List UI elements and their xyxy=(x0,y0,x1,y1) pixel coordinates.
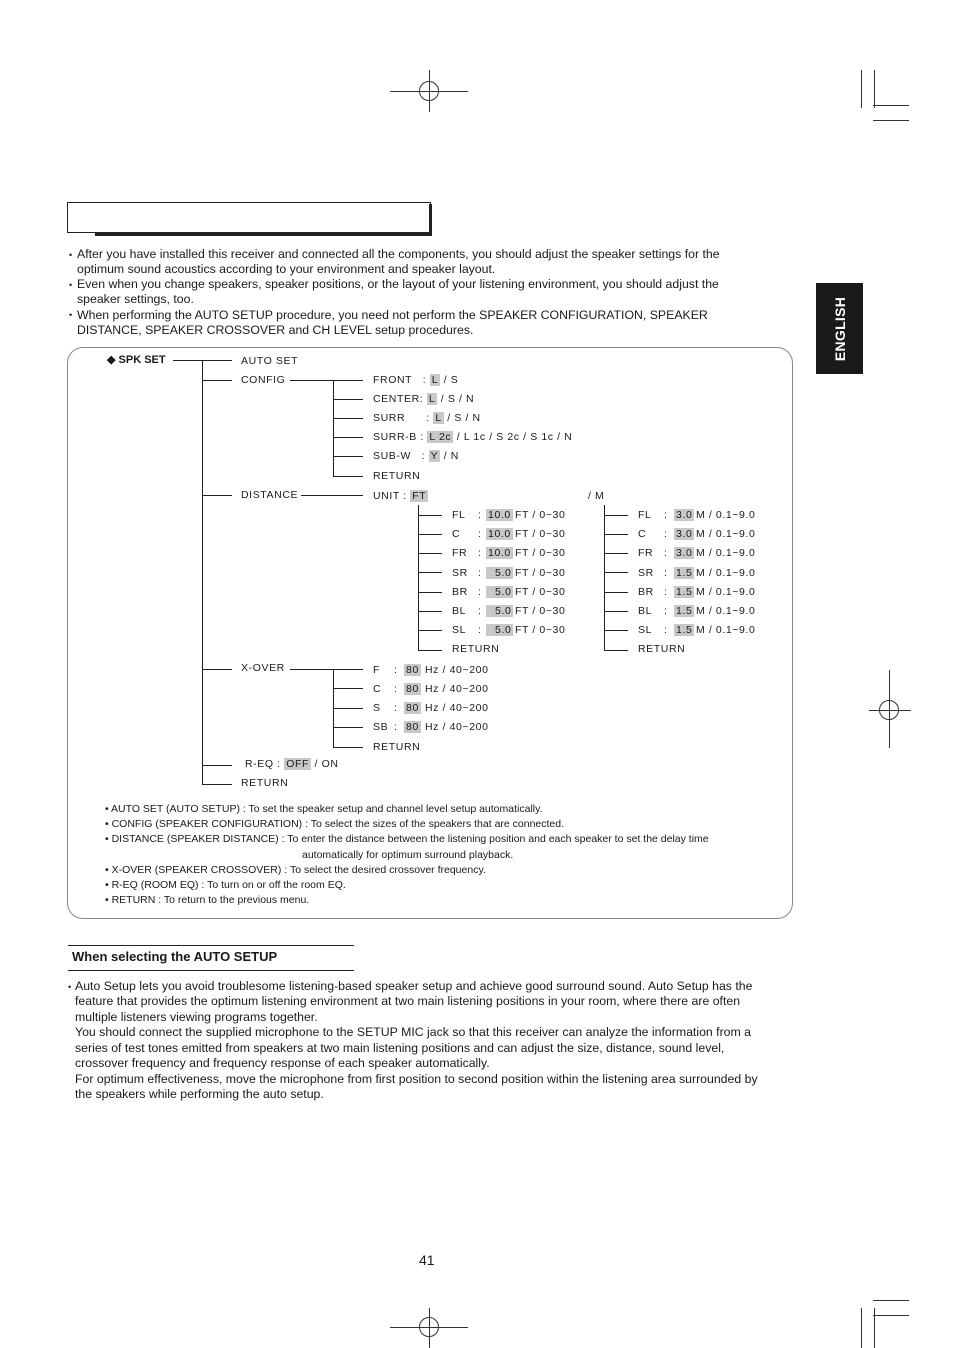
menu-auto-set: AUTO SET xyxy=(241,355,299,367)
intro-line: When performing the AUTO SETUP procedure, you need not perform the SPEAKER CONFIGURATION, SPEAKER xyxy=(77,308,708,322)
dist-m-name: SR xyxy=(638,567,654,579)
dist-ft-colon: : xyxy=(478,586,482,598)
dist-m-colon: : xyxy=(664,605,668,617)
language-tab xyxy=(816,283,863,374)
xover-value: 80 xyxy=(406,721,419,733)
dist-ft-name: FL xyxy=(452,509,466,521)
auto-setup-line: You should connect the supplied microphone to the SETUP MIC jack so that this receiver can analyze the information from a xyxy=(75,1025,752,1039)
dist-m-range: M / 0.1~9.0 xyxy=(696,586,756,598)
dist-ft-name: SR xyxy=(452,567,468,579)
dist-m-value: 1.5 xyxy=(676,624,693,636)
config-front: FRONT : L / S xyxy=(373,374,459,386)
auto-setup-heading-rule-top xyxy=(68,945,354,946)
dist-ft-name: BR xyxy=(452,586,468,598)
auto-setup-line: series of test tones emitted from speakers at two main listening positions and can adjust the size, distance, sound level, xyxy=(75,1041,725,1055)
dist-ft-value: 5.0 xyxy=(486,586,512,599)
intro-line: speaker settings, too. xyxy=(77,292,194,306)
intro-line: After you have installed this receiver and connected all the components, you should adjust the speaker settings for the xyxy=(77,247,720,261)
auto-setup-line: For optimum effectiveness, move the microphone from first position to second position within the listening area surrounded by xyxy=(75,1072,758,1086)
dist-ft-range: FT / 0~30 xyxy=(515,509,566,521)
note-line: • R-EQ (ROOM EQ) : To turn on or off the room EQ. xyxy=(105,879,346,891)
dist-m-colon: : xyxy=(664,528,668,540)
dist-m-name: FL xyxy=(638,509,652,521)
config-return: RETURN xyxy=(373,470,421,482)
dist-ft-value: 10.0 xyxy=(488,528,511,540)
auto-setup-line: the speakers while performing the auto setup. xyxy=(75,1087,324,1101)
config-center: CENTER: L / S / N xyxy=(373,393,475,405)
xover-value: 80 xyxy=(406,664,419,676)
xover-value: 80 xyxy=(406,683,419,695)
auto-setup-line: Auto Setup lets you avoid troublesome listening-based speaker setup and achieve good surround sound. Auto Setup has the xyxy=(75,979,753,993)
xover-name: F xyxy=(373,664,381,676)
dist-ft-name: SL xyxy=(452,624,467,636)
dist-m-range: M / 0.1~9.0 xyxy=(696,528,756,540)
dist-ft-range: FT / 0~30 xyxy=(515,547,566,559)
dist-m-range: M / 0.1~9.0 xyxy=(696,567,756,579)
xover-colon: : xyxy=(394,664,398,676)
unit-setting: UNIT : FT xyxy=(373,490,427,502)
xover-colon: : xyxy=(394,683,398,695)
menu-distance: DISTANCE xyxy=(241,489,299,501)
dist-ft-colon: : xyxy=(478,567,482,579)
dist-m-return: RETURN xyxy=(638,643,686,655)
dist-m-value: 3.0 xyxy=(676,509,693,521)
note-line: • AUTO SET (AUTO SETUP) : To set the speaker setup and channel level setup automatically. xyxy=(105,803,543,815)
menu-config: CONFIG xyxy=(241,374,286,386)
bullet-dot: • xyxy=(69,280,73,290)
dist-ft-value: 10.0 xyxy=(488,509,511,521)
xover-name: S xyxy=(373,702,381,714)
menu-xover: X-OVER xyxy=(241,662,285,674)
tree-root: ◆ SPK SET xyxy=(107,354,166,366)
dist-m-range: M / 0.1~9.0 xyxy=(696,624,756,636)
dist-m-name: SL xyxy=(638,624,653,636)
auto-setup-heading: When selecting the AUTO SETUP xyxy=(72,949,278,964)
page-number: 41 xyxy=(419,1252,435,1268)
dist-ft-colon: : xyxy=(478,528,482,540)
menu-req: R-EQ : OFF / ON xyxy=(245,758,339,770)
xover-colon: : xyxy=(394,702,398,714)
dist-ft-return: RETURN xyxy=(452,643,500,655)
intro-line: DISTANCE, SPEAKER CROSSOVER and CH LEVEL setup procedures. xyxy=(77,323,474,337)
xover-value: 80 xyxy=(406,702,419,714)
config-surr: SURR : L / S / N xyxy=(373,412,481,424)
dist-m-value: 1.5 xyxy=(676,605,693,617)
dist-ft-value: 10.0 xyxy=(488,547,511,559)
dist-m-value: 1.5 xyxy=(676,567,693,579)
dist-ft-colon: : xyxy=(478,624,482,636)
note-line: • X-OVER (SPEAKER CROSSOVER) : To select the desired crossover frequency. xyxy=(105,864,486,876)
dist-ft-range: FT / 0~30 xyxy=(515,586,566,598)
dist-m-value: 1.5 xyxy=(676,586,693,598)
xover-return: RETURN xyxy=(373,741,421,753)
bullet-dot: • xyxy=(68,982,72,992)
language-tab-label: ENGLISH xyxy=(831,296,848,361)
note-line: • RETURN : To return to the previous menu. xyxy=(105,894,310,906)
dist-ft-value: 5.0 xyxy=(486,567,512,580)
auto-setup-line: feature that provides the optimum listening environment at two main listening positions in your room, where there are often xyxy=(75,994,741,1008)
dist-ft-range: FT / 0~30 xyxy=(515,567,566,579)
dist-m-colon: : xyxy=(664,567,668,579)
xover-name: C xyxy=(373,683,382,695)
dist-ft-range: FT / 0~30 xyxy=(515,605,566,617)
xover-range: Hz / 40~200 xyxy=(425,721,489,733)
intro-line: optimum sound acoustics according to your environment and speaker layout. xyxy=(77,262,496,276)
dist-m-colon: : xyxy=(664,509,668,521)
auto-setup-line: crossover frequency and frequency response of each speaker automatically. xyxy=(75,1056,490,1070)
title-shadow-right xyxy=(429,204,432,236)
xover-colon: : xyxy=(394,721,398,733)
dist-m-colon: : xyxy=(664,586,668,598)
dist-ft-name: BL xyxy=(452,605,467,617)
tree-root-label: SPK SET xyxy=(118,354,166,366)
auto-setup-heading-rule-bottom xyxy=(68,970,354,971)
dist-m-range: M / 0.1~9.0 xyxy=(696,547,756,559)
dist-ft-name: C xyxy=(452,528,461,540)
note-line: • CONFIG (SPEAKER CONFIGURATION) : To select the sizes of the speakers that are connected. xyxy=(105,818,565,830)
bullet-dot: • xyxy=(69,310,73,320)
note-line: automatically for optimum surround playback. xyxy=(302,849,514,861)
dist-ft-range: FT / 0~30 xyxy=(515,624,566,636)
auto-setup-line: multiple listeners viewing programs together. xyxy=(75,1010,318,1024)
dist-m-colon: : xyxy=(664,547,668,559)
dist-ft-colon: : xyxy=(478,547,482,559)
dist-m-name: FR xyxy=(638,547,654,559)
dist-ft-value: 5.0 xyxy=(486,624,512,637)
dist-ft-colon: : xyxy=(478,605,482,617)
dist-ft-range: FT / 0~30 xyxy=(515,528,566,540)
xover-range: Hz / 40~200 xyxy=(425,664,489,676)
dist-ft-colon: : xyxy=(478,509,482,521)
note-line: • DISTANCE (SPEAKER DISTANCE) : To enter the distance between the listening position and each speaker to set the delay time xyxy=(105,833,709,845)
config-sub-w: SUB-W : Y / N xyxy=(373,450,459,462)
dist-m-colon: : xyxy=(664,624,668,636)
dist-m-value: 3.0 xyxy=(676,528,693,540)
dist-m-name: BL xyxy=(638,605,653,617)
section-title-box xyxy=(67,202,431,233)
dist-ft-value: 5.0 xyxy=(486,605,512,618)
bullet-dot: • xyxy=(69,250,73,260)
title-shadow-bottom xyxy=(95,233,432,236)
xover-name: SB xyxy=(373,721,389,733)
intro-line: Even when you change speakers, speaker positions, or the layout of your listening environment, you should adjust the xyxy=(77,277,719,291)
dist-m-range: M / 0.1~9.0 xyxy=(696,605,756,617)
dist-m-value: 3.0 xyxy=(676,547,693,559)
dist-m-name: BR xyxy=(638,586,654,598)
dist-m-name: C xyxy=(638,528,647,540)
dist-ft-name: FR xyxy=(452,547,468,559)
config-surr-b: SURR-B : L 2c / L 1c / S 2c / S 1c / N xyxy=(373,431,573,443)
unit-alt: / M xyxy=(588,490,605,502)
xover-range: Hz / 40~200 xyxy=(425,702,489,714)
menu-return: RETURN xyxy=(241,777,289,789)
xover-range: Hz / 40~200 xyxy=(425,683,489,695)
dist-m-range: M / 0.1~9.0 xyxy=(696,509,756,521)
